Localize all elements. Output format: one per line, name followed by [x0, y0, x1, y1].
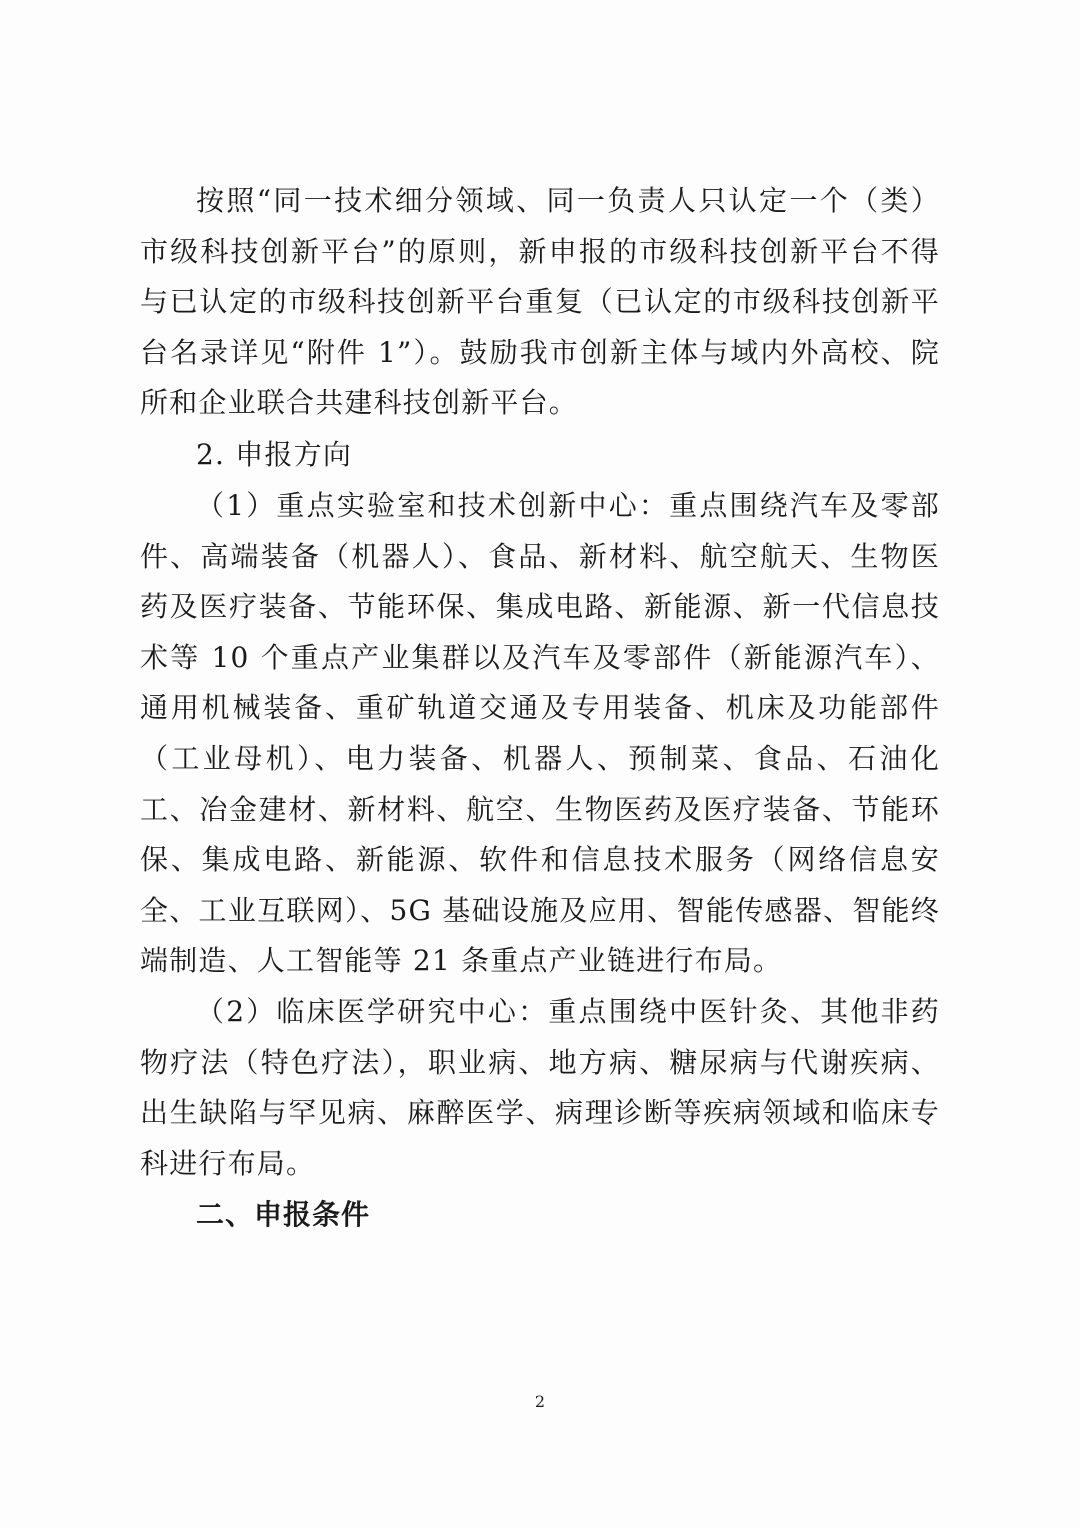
paragraph-platform-principle: 按照“同一技术细分领域、同一负责人只认定一个（类）市级科技创新平台”的原则，新申报的市级科技创新平台不得与已认定的市级科技创新平台重复（已认定的市级科技创新平台名录详见“附件 1”）。鼓励我市创新主体与域内外高校、院所和企业联合共建科技创新平台。 — [140, 184, 940, 420]
paragraph-declaration-direction-title: 2. 申报方向 — [196, 438, 353, 471]
page-number: 2 — [534, 1392, 546, 1411]
section-heading-application-conditions: 二、申报条件 — [196, 1198, 371, 1231]
paragraph-clinical-research-direction: （2）临床医学研究中心：重点围绕中医针灸、其他非药物疗法（特色疗法），职业病、地方病、糖尿病与代谢疾病、出生缺陷与罕见病、麻醉医学、病理诊断等疾病领域和临床专科进行布局。 — [140, 995, 940, 1180]
paragraph-key-labs-direction: （1）重点实验室和技术创新中心：重点围绕汽车及零部件、高端装备（机器人）、食品、新材料、航空航天、生物医药及医疗装备、节能环保、集成电路、新能源、新一代信息技术等 10 个重点产业集群以及汽车及零部件（新能源汽车）、通用机械装备、重矿轨道交通及专用装备、机床及功能部件（工业母机）、电力装备、机器人、预制菜、食品、石油化工、冶金建材、新材料、航空、生物医药及医疗装备、节能环保、集成电路、新能源、软件和信息技术服务（网络信息安全、工业互联网）、5G 基础设施及应用、智能传感器、智能终端制造、人工智能等 21 条重点产业链进行布局。 — [140, 489, 940, 978]
